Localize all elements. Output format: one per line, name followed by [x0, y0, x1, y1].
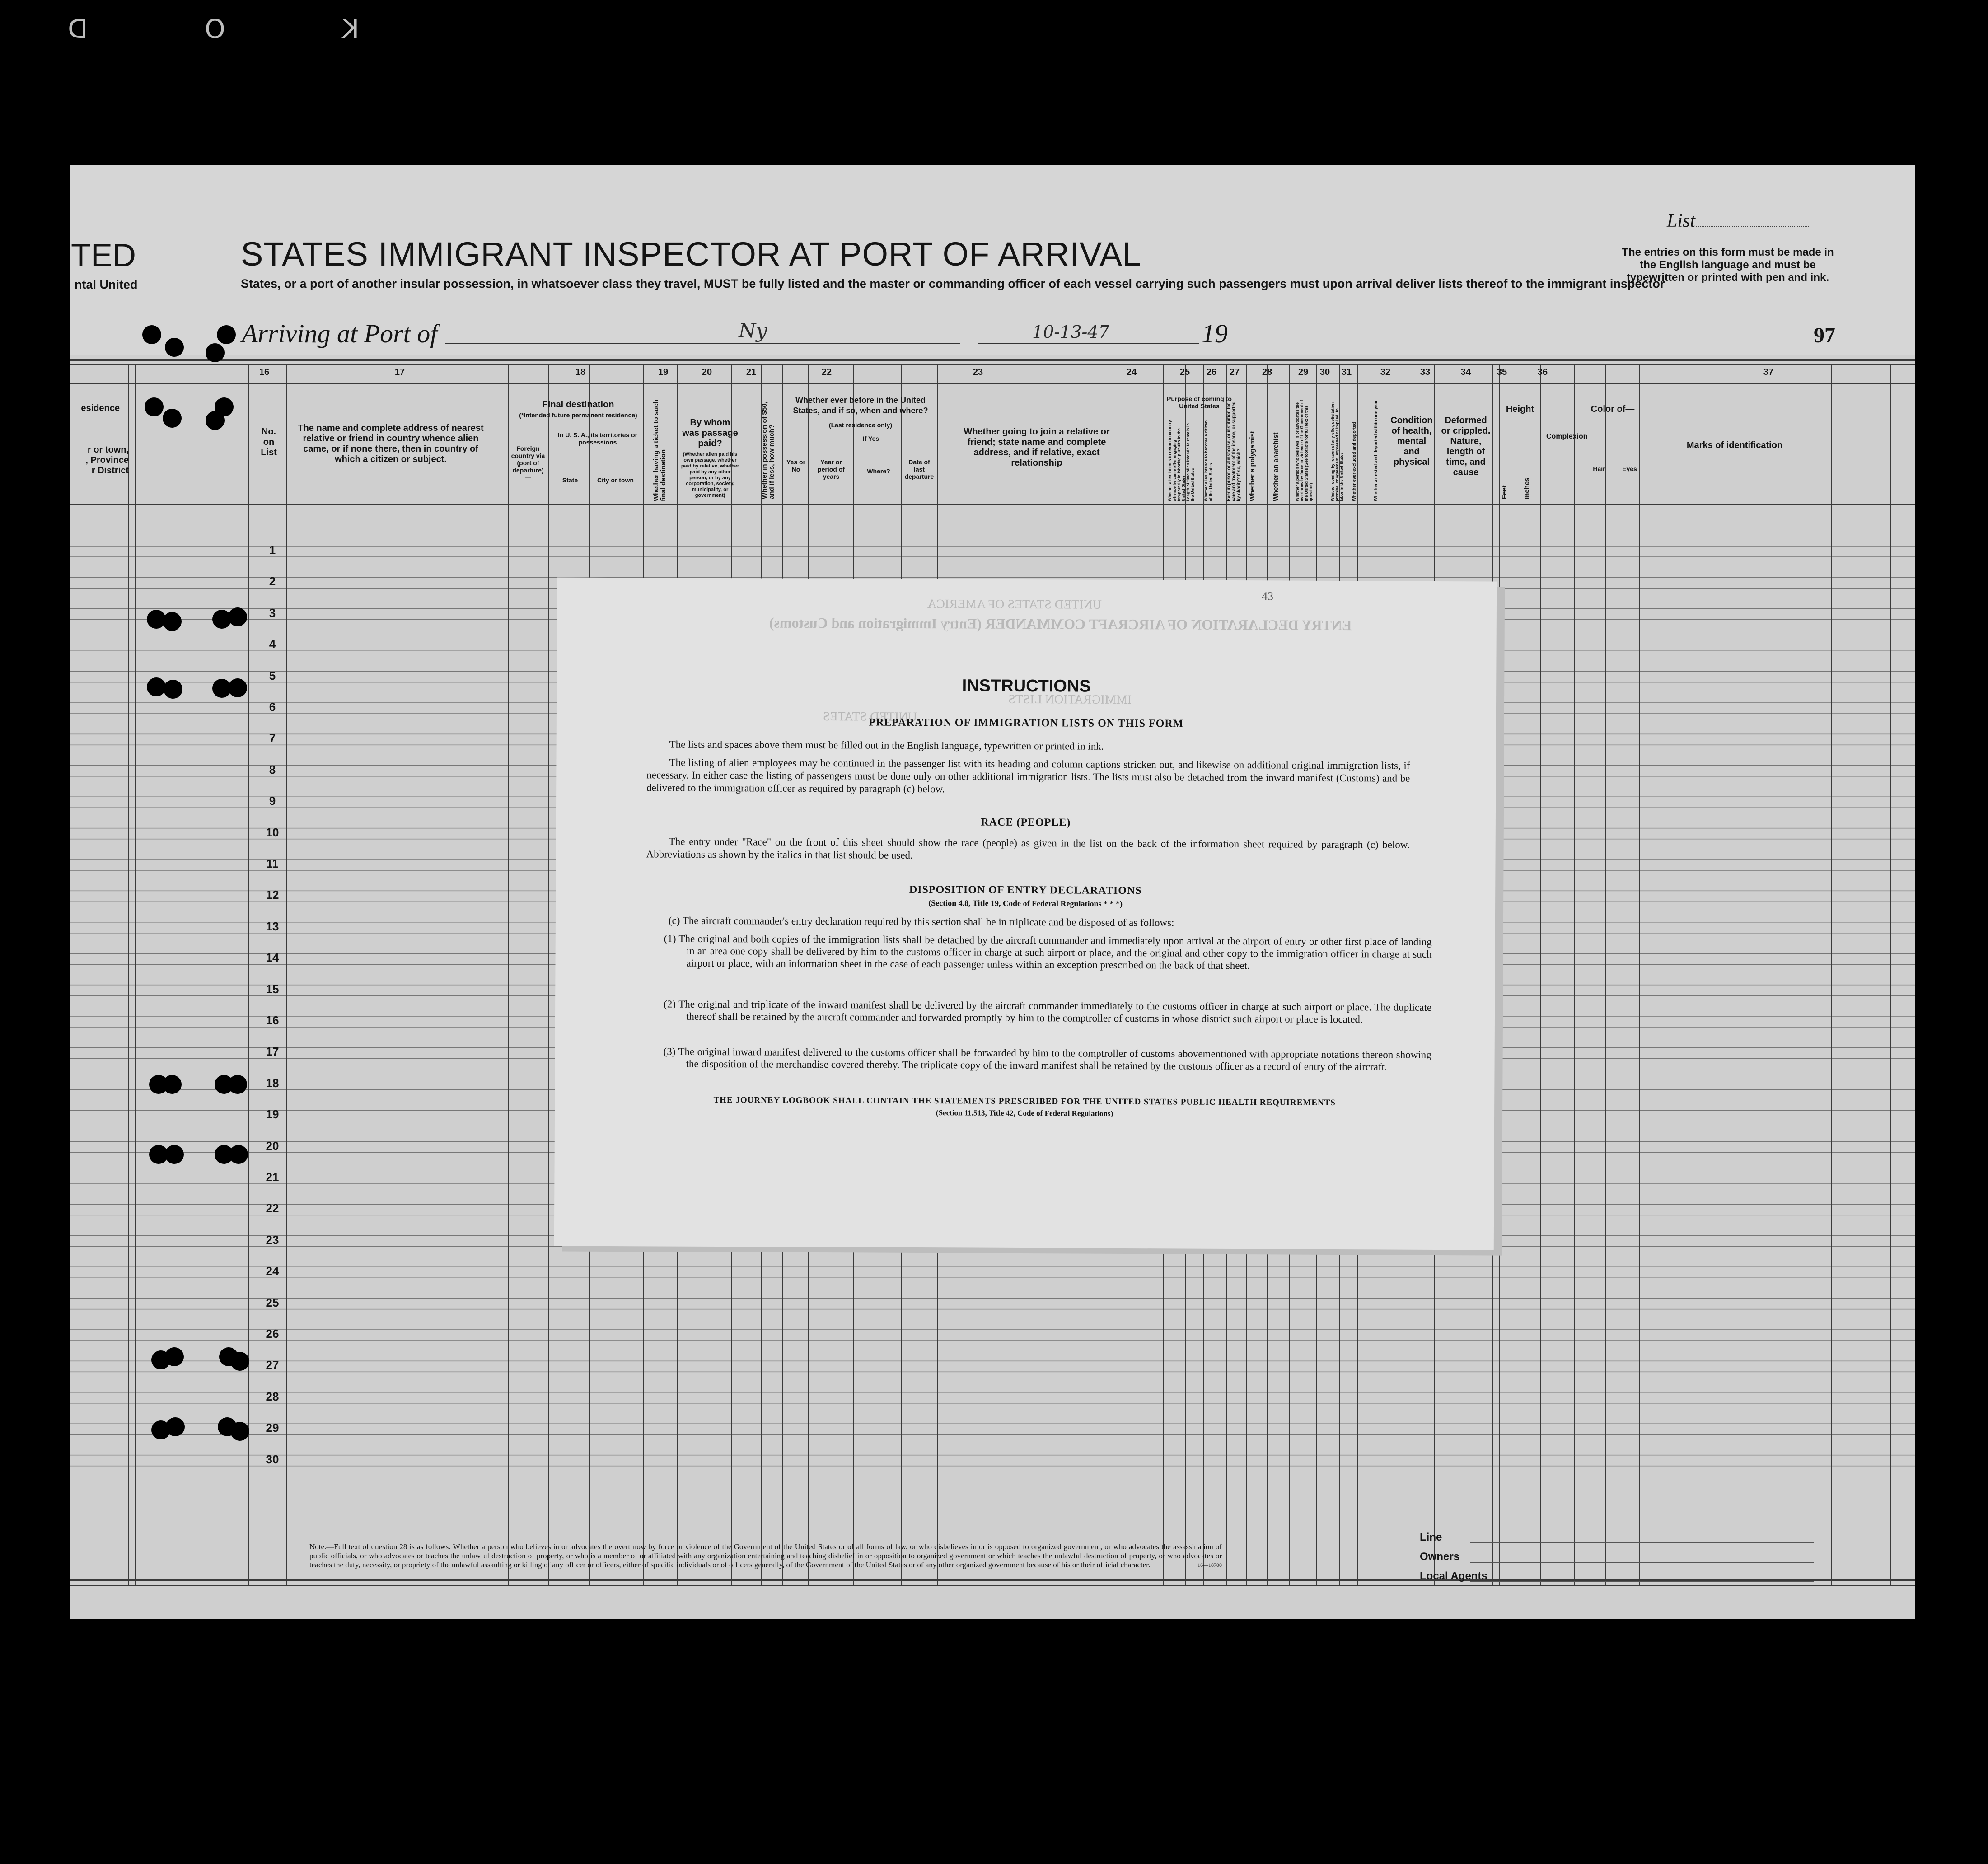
punch-hole — [228, 678, 247, 697]
disposition-item-2: (2) The original and triplicate of the inward manifest shall be delivered by the aircraft commander immediately to the customs officer in charge at such airport or place. The duplicate thereof shall be retained by the aircraft commander and forwarded promptly by him to the comptroller of customs in whose district such airport or place is located. — [664, 998, 1432, 1025]
page-title: STATES IMMIGRANT INSPECTOR AT PORT OF ARRIVAL — [241, 235, 1142, 273]
col-num-16: 16 — [259, 367, 270, 377]
row-number: 11 — [266, 857, 279, 870]
row-number: 24 — [266, 1264, 279, 1278]
punch-hole — [206, 411, 225, 430]
journey-logbook-note: THE JOURNEY LOGBOOK SHALL CONTAIN THE STATEMENTS PRESCRIBED FOR THE UNITED STATES PUBLIC HEALTH REQUIREMENTS — [713, 1095, 1336, 1108]
agents-signature-line — [1470, 1581, 1814, 1582]
footnote-question-28 — [309, 1542, 1222, 1570]
header-join-relative: Whether going to join a relative or friend; state name and complete address, and if relative, exact relationship — [964, 427, 1110, 468]
bleedthrough-text: ENTRY DECLARATION OF AIRCRAFT COMMANDER (Entry Immigration and Customs) — [769, 614, 1352, 634]
row-number: 28 — [266, 1389, 279, 1403]
punch-hole — [165, 338, 184, 357]
col-num-37: 37 — [1763, 367, 1774, 377]
row-number: 30 — [266, 1452, 279, 1466]
disposition-item-1: (1) The original and both copies of the immigration lists shall be detached by the aircraft commander and immediately upon arrival at the airport of entry or other first place of landing in an area one copy shall be delivered by him to the customs officer in charge at such airport or place, and the original and other copy to the immigration officer in charge at such airport or place, with an information sheet in the case of each passenger unless within an exception prescribed on the back of that sheet. — [664, 933, 1432, 972]
header-polygamist: Whether a polygamist — [1249, 431, 1256, 501]
col-num-18: 18 — [575, 367, 586, 377]
row-number: 5 — [269, 668, 276, 682]
punch-hole — [165, 1145, 184, 1164]
header-health: Condition of health, mental and physical — [1390, 416, 1433, 467]
col-num-36: 36 — [1537, 367, 1548, 377]
header-anarchist: Whether an anarchist — [1272, 432, 1280, 501]
col-num-17: 17 — [394, 367, 405, 377]
preparation-paragraph-1: The lists and spaces above them must be filled out in the English language, typewritten or printed in ink. — [669, 738, 1104, 752]
punch-hole — [230, 1422, 249, 1441]
row-number: 2 — [269, 575, 276, 589]
row-number: 8 — [269, 762, 276, 776]
row-number: 4 — [269, 637, 276, 651]
row-number: 15 — [266, 982, 279, 996]
row-number: 18 — [266, 1076, 279, 1090]
punch-hole — [145, 397, 164, 416]
instructions-insert — [554, 577, 1497, 1250]
row-number: 23 — [266, 1233, 279, 1247]
page-subtitle: States, or a port of another insular possession, in whatsoever class they travel, MUST be fully listed and the master or commanding officer of each vessel carrying such passengers must upon arrival deliver lists thereof to the immigrant inspector — [241, 277, 1665, 290]
header-prison: Ever in prison or almshouse, or institution for care and treatment of the insane, or supported by charity? If so, which? — [1226, 401, 1241, 501]
preparation-paragraph-2: The listing of alien employees may be continued in the passenger list with its heading and column captions stricken out, and likewise on additional original immigration lists, if necessary. In either case the listing of passengers must be done only on other additional immigration lists. The lists must also be detached from the inward manifest (Customs) and be delivered to the immigration officer as required by paragraph (c) below. — [646, 757, 1410, 795]
row-number: 7 — [269, 731, 276, 745]
header-eyes: Eyes — [1622, 465, 1637, 472]
disposition-item-3: (3) The original inward manifest delivered to the customs officer shall be forwarded by him to the comptroller of customs abovementioned with appropriate notations thereon showing the disposition of the merchandise covered thereby. The triplicate copy of the inward manifest shall be retained by the customs officer as a record of entry of the aircraft. — [663, 1046, 1431, 1073]
header-complexion: Complexion — [1546, 433, 1588, 440]
disposition-paragraph-c: (c) The aircraft commander's entry declaration required by this section shall be in triplicate and be disposed of as follows: — [668, 915, 1174, 929]
header-overthrow: Whether a person who believes in or advocates the overthrow by force or violence of the Government of the United States (See footnote for full text of this question) — [1295, 400, 1313, 501]
header-height: Height — [1506, 404, 1534, 414]
year-prefix: 19 — [1202, 319, 1228, 348]
header-marks-identification: Marks of identification — [1686, 440, 1783, 450]
col-num-25: 25 — [1179, 367, 1190, 377]
header-citizen-intent: Whether alien intends to become a citizen of the United States — [1204, 420, 1213, 501]
race-paragraph: The entry under "Race" on the front of this sheet should show the race (people) as given in the list on the back of the information sheet required by paragraph (c) below. Abbreviations as shown by the italics in that list should be used. — [646, 836, 1410, 861]
bleedthrough-text: UNITED STATES — [823, 710, 917, 724]
owners-signature-line — [1470, 1562, 1814, 1563]
punch-hole — [229, 1145, 248, 1164]
header-city-or-town: City or town — [597, 477, 634, 484]
col-num-22: 22 — [821, 367, 832, 377]
header-no-on-list: No. on List — [261, 427, 277, 458]
owners-label: Owners — [1420, 1551, 1460, 1563]
disposition-heading: DISPOSITION OF ENTRY DECLARATIONS — [909, 883, 1142, 897]
header-last-residence-note: (Last residence only) — [828, 421, 893, 429]
header-ticket: Whether having a ticket to such final destination — [652, 399, 667, 501]
bleedthrough-text: UNITED STATES OF AMERICA — [927, 597, 1102, 612]
punch-hole — [165, 1347, 184, 1366]
page-number: 97 — [1814, 323, 1835, 347]
header-final-destination: Final destination — [542, 400, 614, 410]
row-number: 3 — [269, 606, 276, 620]
header-yes-or-no: Yes or No — [786, 458, 806, 473]
header-nearest-relative: The name and complete address of nearest relative or friend in country whence alien came, or if none there, then in country of which a citizen or subject. — [298, 423, 484, 464]
row-number: 20 — [266, 1139, 279, 1153]
header-final-destination-note: (*Intended future permanent residence) — [519, 411, 637, 419]
row-number: 14 — [266, 951, 279, 965]
punch-hole — [164, 680, 182, 699]
title-left-fragment: TED — [71, 238, 136, 274]
header-hair: Hair — [1593, 465, 1605, 472]
punch-hole — [147, 677, 166, 696]
col-num-29: 29 — [1298, 367, 1309, 377]
row-number: 17 — [266, 1045, 279, 1059]
col-num-35: 35 — [1497, 367, 1507, 377]
punch-hole — [163, 612, 182, 631]
date-handwritten: 10-13-47 — [1032, 322, 1109, 342]
header-where: Where? — [867, 467, 890, 475]
row-number: 29 — [266, 1421, 279, 1435]
header-in-usa: In U. S. A., its territories or possessions — [557, 431, 638, 446]
col-num-20: 20 — [702, 367, 712, 377]
row-number: 1 — [269, 543, 276, 557]
instructions-title: INSTRUCTIONS — [962, 676, 1091, 696]
header-purpose: Purpose of coming to United States — [1167, 395, 1232, 410]
header-excluded: Whether ever excluded and deported — [1352, 422, 1357, 501]
residence-subheader-fragment: r or town, , Province r District — [85, 445, 129, 476]
row-number: 13 — [266, 919, 279, 933]
col-num-27: 27 — [1229, 367, 1240, 377]
entries-note: The entries on this form must be made in the English language and must be typewritten or printed with pen and ink. — [1622, 246, 1834, 284]
header-foreign-country: Foreign country via (port of departure)— — [511, 445, 545, 481]
header-passage-paid-note: (Whether alien paid his own passage, whether paid by relative, whether paid by any other person, or by any corporation, society, municipality, or government) — [681, 452, 739, 498]
header-if-yes: If Yes— — [862, 435, 886, 442]
preparation-heading: PREPARATION OF IMMIGRATION LISTS ON THIS FORM — [869, 716, 1184, 730]
row-number: 6 — [269, 700, 276, 714]
header-passage-paid: By whom was passage paid? — [682, 418, 738, 448]
col-num-21: 21 — [746, 367, 757, 377]
punch-hole — [163, 409, 182, 428]
header-state: State — [562, 477, 578, 484]
subtitle-left-fragment: ntal United — [75, 278, 138, 291]
row-number: 25 — [266, 1295, 279, 1309]
race-heading: RACE (PEOPLE) — [981, 816, 1071, 829]
insert-page-tab: 43 — [1262, 589, 1274, 603]
punch-hole — [163, 1075, 182, 1094]
punch-hole — [217, 325, 236, 344]
footnote-text: Note.—Full text of question 28 is as follows: Whether a person who believes in or advocates the overthrow by force or violence of the Government of the United States or of all forms of law, or who disbelieves in or is opposed to organized government, or who advocates the assassination of public officials, or who advocates or teaches the unlawful destruction of property, or who is a member of or affiliated with any organization entertaining and teaching disbelief in or opposition to organized government or which teaches the unlawful destruction of property, or who advocates or teaches the duty, necessity, or propriety of the unlawful assaulting or killing of any officer or officers, either of specific individuals or of officers generally, of the Government of the United States or of any other organized government because of his or their official character. — [309, 1542, 1222, 1569]
header-ever-before-us: Whether ever before in the United States, and if so, when and where? — [793, 396, 928, 415]
punch-hole — [142, 325, 161, 344]
col-num-32: 32 — [1380, 367, 1391, 377]
header-inches: Inches — [1523, 477, 1531, 499]
form-code: 16—18700 — [1197, 1562, 1222, 1568]
row-number: 12 — [266, 888, 279, 902]
col-num-34: 34 — [1460, 367, 1471, 377]
col-num-19: 19 — [658, 367, 669, 377]
header-labor-offer: Whether coming by reason of any offer, solicitation, promise, or agreement, expressed or implied, to labor in the United States — [1330, 401, 1344, 501]
disposition-subheading: (Section 4.8, Title 19, Code of Federal Regulations * * *) — [928, 898, 1123, 908]
punch-hole — [228, 607, 247, 626]
punch-hole — [230, 1352, 249, 1371]
header-date-departure: Date of last departure — [904, 458, 934, 480]
line-label: Line — [1420, 1531, 1442, 1543]
col-num-33: 33 — [1420, 367, 1431, 377]
punch-hole — [166, 1417, 185, 1436]
row-number: 19 — [266, 1107, 279, 1121]
header-feet: Feet — [1501, 485, 1508, 499]
row-number: 9 — [269, 794, 276, 808]
punch-hole — [228, 1075, 247, 1094]
journey-logbook-subnote: (Section 11.513, Title 42, Code of Federal Regulations) — [936, 1108, 1113, 1118]
row-number: 21 — [266, 1170, 279, 1184]
row-number: 27 — [266, 1358, 279, 1372]
col-num-23: 23 — [973, 367, 983, 377]
row-number: 16 — [266, 1014, 279, 1027]
col-num-30: 30 — [1319, 367, 1330, 377]
header-length-stay: Length of time alien intends to remain in the United States — [1186, 423, 1195, 501]
row-number: 10 — [266, 825, 279, 839]
local-agents-label: Local Agents — [1420, 1570, 1487, 1582]
header-period-years: Year or period of years — [818, 458, 845, 480]
punch-hole — [206, 343, 225, 362]
header-color-of: Color of— — [1590, 404, 1635, 414]
row-number: 26 — [266, 1327, 279, 1341]
row-number: 22 — [266, 1201, 279, 1215]
col-num-24: 24 — [1126, 367, 1137, 377]
arriving-label: Arriving at Port of — [242, 319, 438, 348]
col-num-28: 28 — [1262, 367, 1272, 377]
port-handwritten: Ny — [739, 319, 767, 342]
header-possession-50: Whether in possession of $50, and if less, how much? — [761, 402, 776, 499]
bleedthrough-text: IMMIGRATION LISTS — [1008, 692, 1132, 707]
film-edge-marks: K O D — [14, 14, 360, 44]
col-num-26: 26 — [1206, 367, 1217, 377]
header-return-intent: Whether alien intends to return to country whence he came after engaging temporarily in laboring pursuits in the United States — [1168, 420, 1186, 501]
list-label: List — [1667, 210, 1696, 231]
header-arrested: Whether arrested and deported within one year — [1374, 400, 1379, 501]
col-num-31: 31 — [1341, 367, 1352, 377]
residence-header-fragment: esidence — [81, 403, 120, 413]
line-signature-line — [1470, 1542, 1814, 1543]
header-deformed: Deformed or crippled. Nature, length of time, and cause — [1441, 416, 1491, 477]
